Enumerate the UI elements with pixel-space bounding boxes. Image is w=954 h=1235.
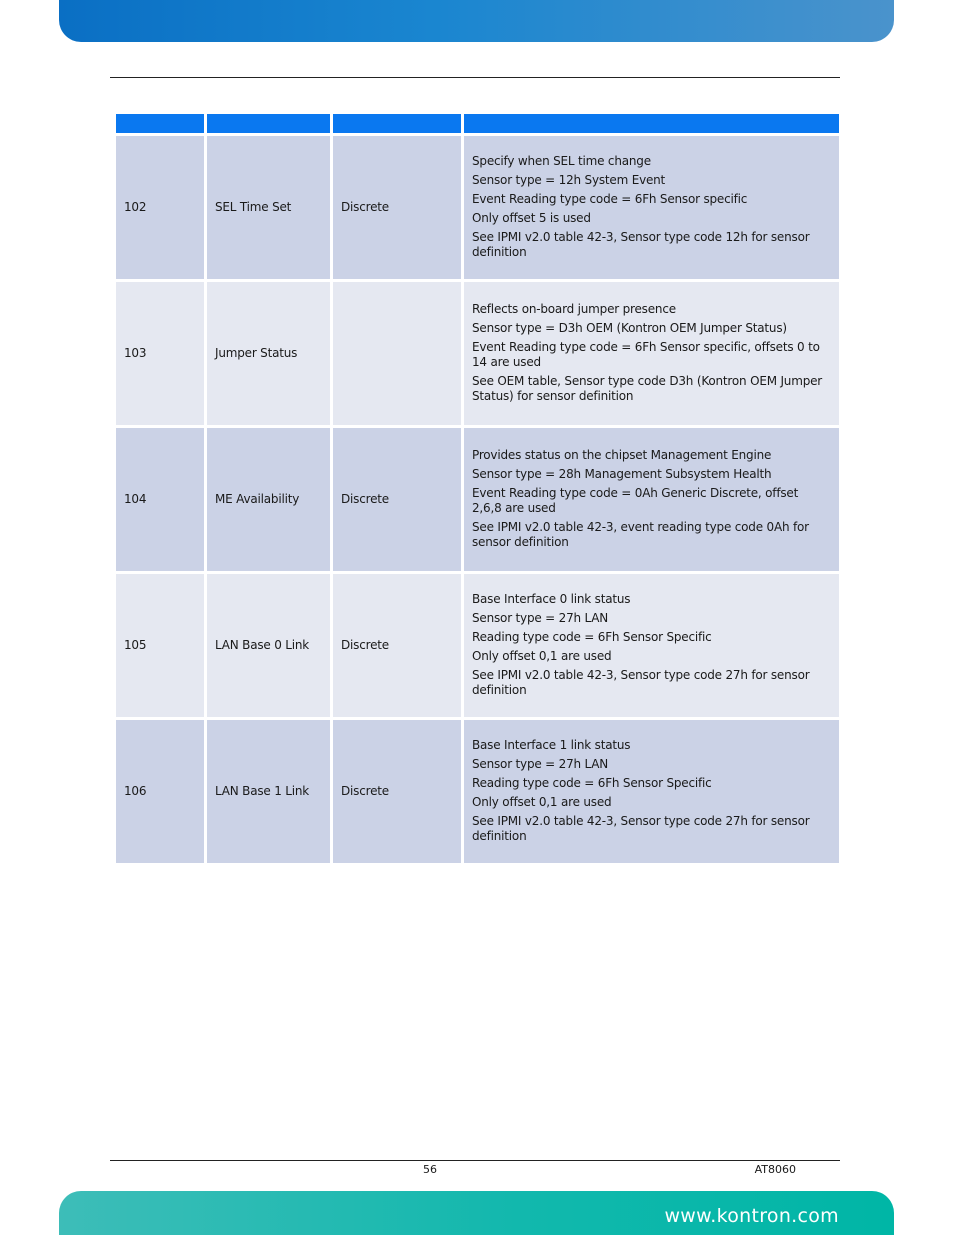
table-row [116,574,839,717]
sensor-type: Discrete [333,574,461,717]
description-line: See IPMI v2.0 table 42-3, Sensor type code 27h for sensor definition [472,667,810,697]
table-row [116,720,839,863]
sensor-name: SEL Time Set [207,136,330,279]
sensor-name: LAN Base 0 Link [207,574,330,717]
sensor-number: 102 [116,136,204,279]
description-line: Sensor type = 27h LAN [472,756,609,771]
header-cell-type [333,114,461,133]
header-cell-name [207,114,330,133]
header-rule [110,77,840,78]
description-line: Only offset 0,1 are used [472,648,612,663]
sensor-name: ME Availability [207,428,330,571]
sensor-number: 106 [116,720,204,863]
description-line: Sensor type = 12h System Event [472,172,666,187]
description-line: See IPMI v2.0 table 42-3, Sensor type code 27h for sensor definition [472,813,810,843]
description-line: Reading type code = 6Fh Sensor Specific [472,775,712,790]
description-line: See IPMI v2.0 table 42-3, Sensor type code 12h for sensor definition [472,229,810,259]
sensor-table [113,111,842,866]
sensor-description [464,428,839,571]
footer-rule [110,1160,840,1161]
sensor-type: Discrete [333,136,461,279]
description-line: Base Interface 1 link status [472,737,631,752]
description-line: Sensor type = 27h LAN [472,610,609,625]
description-line: See IPMI v2.0 table 42-3, event reading type code 0Ah for sensor definition [472,519,809,549]
sensor-description [464,574,839,717]
sensor-number: 104 [116,428,204,571]
description-line: Reading type code = 6Fh Sensor Specific [472,629,712,644]
sensor-description [464,282,839,425]
document-id: AT8060 [754,1163,796,1176]
sensor-description [464,720,839,863]
table-row [116,136,839,279]
sensor-type: Discrete [333,720,461,863]
sensor-name: Jumper Status [207,282,330,425]
table-row [116,282,839,425]
header-cell-description [464,114,839,133]
sensor-type: Discrete [333,428,461,571]
description-line: Sensor type = 28h Management Subsystem Health [472,466,772,481]
description-line: Reflects on-board jumper presence [472,301,676,316]
description-line: Event Reading type code = 0Ah Generic Discrete, offset 2,6,8 are used [472,485,799,515]
website-link[interactable]: www.kontron.com [664,1205,839,1227]
top-banner [59,0,894,42]
table-header-row [116,114,839,133]
description-line: Provides status on the chipset Management Engine [472,447,772,462]
sensor-number: 105 [116,574,204,717]
description-line: Only offset 5 is used [472,210,591,225]
description-line: Sensor type = D3h OEM (Kontron OEM Jumper Status) [472,320,787,335]
description-line: Only offset 0,1 are used [472,794,612,809]
table-row [116,428,839,571]
description-line: Base Interface 0 link status [472,591,631,606]
page-number: 56 [423,1163,437,1176]
sensor-number: 103 [116,282,204,425]
bottom-banner [59,1191,894,1235]
header-cell-number [116,114,204,133]
sensor-description [464,136,839,279]
description-line: Event Reading type code = 6Fh Sensor specific, offsets 0 to 14 are used [472,339,820,369]
sensor-name: LAN Base 1 Link [207,720,330,863]
description-line: Specify when SEL time change [472,153,651,168]
sensor-type [333,282,461,425]
description-line: See OEM table, Sensor type code D3h (Kontron OEM Jumper Status) for sensor definition [472,373,823,403]
description-line: Event Reading type code = 6Fh Sensor specific [472,191,748,206]
